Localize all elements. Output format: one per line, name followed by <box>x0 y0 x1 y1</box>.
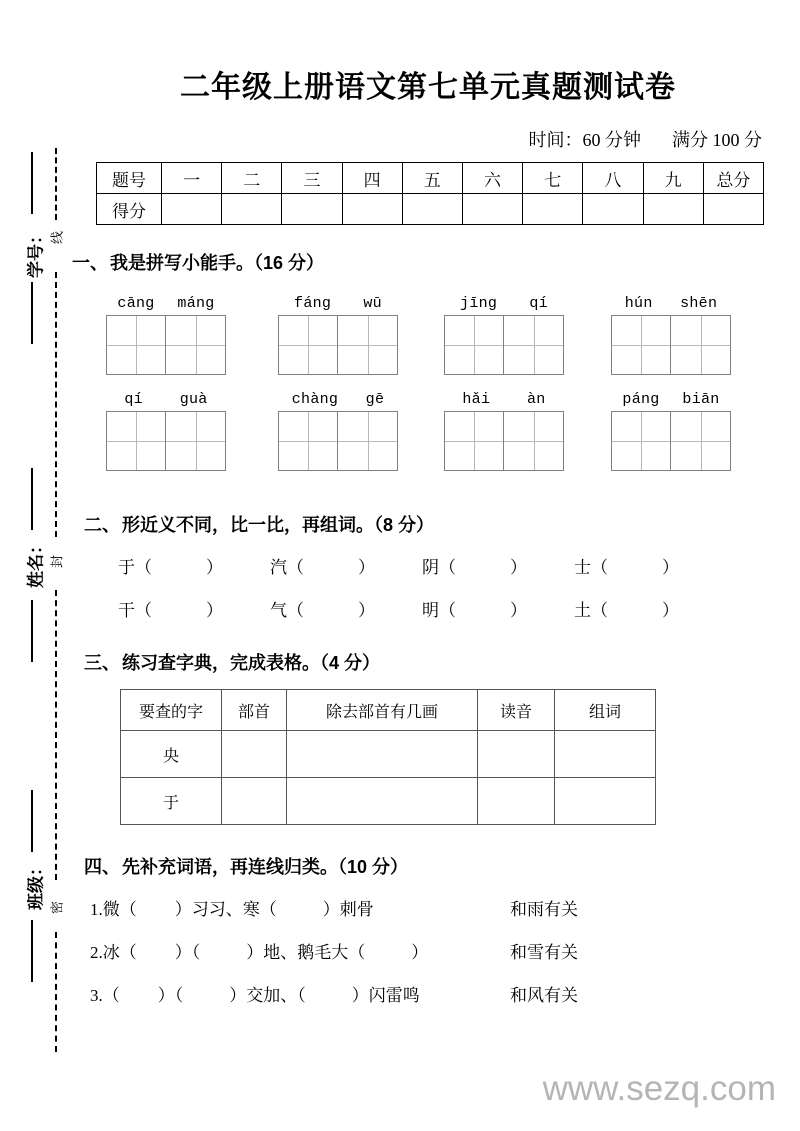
score-cell[interactable] <box>162 194 222 225</box>
phrase-part: ）交加、（ <box>229 986 306 1005</box>
tianzige-grid[interactable] <box>278 315 398 375</box>
paren-close: ） <box>358 558 375 577</box>
match-category[interactable]: 和雨有关 <box>510 900 578 919</box>
score-cell-total[interactable] <box>703 194 763 225</box>
paren-close: ） <box>358 601 375 620</box>
paren-close: ） <box>662 558 679 577</box>
compare-char: 明（ <box>422 601 456 620</box>
pinyin-line <box>106 389 226 411</box>
score-table-col-6: 六 <box>462 163 522 194</box>
item-number: 3. <box>90 986 103 1005</box>
tianzige-cell[interactable] <box>504 316 563 374</box>
pinyin-line <box>106 293 226 315</box>
dict-row-char: 于 <box>121 778 222 825</box>
compare-item[interactable] <box>574 553 726 578</box>
tianzige-cell[interactable] <box>338 316 397 374</box>
compare-char: 士（ <box>574 558 608 577</box>
word-block <box>278 293 398 375</box>
tianzige-grid[interactable] <box>106 411 226 471</box>
section-2-number: 二、 <box>84 515 120 535</box>
section-3-title: 练习查字典，完成表格。（4 分） <box>122 653 381 673</box>
match-phrase[interactable] <box>90 981 510 1006</box>
pinyin-line <box>278 293 398 315</box>
pinyin-syllable: wū <box>363 295 382 312</box>
table-row <box>97 194 764 225</box>
tianzige-cell[interactable] <box>166 316 225 374</box>
phrase-part: 微（ <box>102 900 137 919</box>
seal-char-feng: 封 <box>49 555 65 569</box>
page-title: 二年级上册语文第七单元真题测试卷 <box>180 71 676 104</box>
compare-char: 干（ <box>118 601 152 620</box>
tianzige-cell[interactable] <box>445 412 504 470</box>
section-4-title: 先补充词语，再连线归类。（10 分） <box>122 857 409 877</box>
column-header-word: 组词 <box>555 690 656 731</box>
score-table-col-4: 四 <box>342 163 402 194</box>
seal-dashed-line-segment <box>55 590 57 880</box>
tianzige-grid[interactable] <box>106 315 226 375</box>
table-header-row <box>121 690 656 731</box>
section-4-heading <box>84 853 784 879</box>
pinyin-grid-row-2 <box>72 389 784 481</box>
exam-duration: 时间：60 分钟 <box>528 130 641 150</box>
score-table-col-5: 五 <box>402 163 462 194</box>
match-item-1 <box>90 895 784 920</box>
tianzige-cell[interactable] <box>279 412 338 470</box>
score-table-row-label: 得分 <box>97 194 162 225</box>
seal-char-xian: 线 <box>49 231 65 245</box>
word-block <box>611 389 731 471</box>
pinyin-syllable: qí <box>124 391 143 408</box>
compare-char: 阴（ <box>422 558 456 577</box>
match-category[interactable]: 和雪有关 <box>510 943 578 962</box>
tianzige-cell[interactable] <box>671 316 730 374</box>
dict-answer-cell[interactable] <box>478 778 555 825</box>
score-table-col-8: 八 <box>583 163 643 194</box>
seal-dashed-line-segment <box>55 148 57 220</box>
seal-dashed-line-segment <box>55 932 57 1052</box>
score-table <box>96 162 764 225</box>
section-3-number: 三、 <box>84 653 120 673</box>
pinyin-syllable: fáng <box>294 295 332 312</box>
phrase-part: ）闪雷鸣 <box>351 986 420 1005</box>
class-label: 班级： <box>26 859 46 910</box>
sealed-line-margin <box>0 0 80 1131</box>
column-header-strokes: 除去部首有几画 <box>287 690 478 731</box>
site-watermark: www.sezq.com <box>542 1069 776 1108</box>
compare-item[interactable] <box>422 596 574 621</box>
tianzige-cell[interactable] <box>504 412 563 470</box>
section-2-heading <box>84 511 784 537</box>
student-name-write-rule[interactable] <box>31 468 33 530</box>
compare-char: 于（ <box>118 558 152 577</box>
seal-dashed-line-segment <box>55 272 57 537</box>
paren-close: ） <box>662 601 679 620</box>
dict-row-char: 央 <box>121 731 222 778</box>
class-write-rule[interactable] <box>31 790 33 852</box>
match-phrase[interactable] <box>90 938 510 963</box>
section-1-title: 我是拼写小能手。（16 分） <box>110 253 325 273</box>
tianzige-grid[interactable] <box>611 411 731 471</box>
section-1-heading <box>72 249 784 275</box>
paren-close: ） <box>510 601 527 620</box>
word-block <box>444 389 564 471</box>
tianzige-cell[interactable] <box>671 412 730 470</box>
score-table-col-1: 一 <box>162 163 222 194</box>
compare-item[interactable] <box>118 596 270 621</box>
score-table-row-label: 题号 <box>97 163 162 194</box>
compare-item[interactable] <box>574 596 726 621</box>
tianzige-grid[interactable] <box>278 411 398 471</box>
class-write-rule[interactable] <box>31 920 33 982</box>
dictionary-lookup-table <box>120 689 656 825</box>
student-name-label: 姓名： <box>26 537 46 588</box>
pinyin-syllable: àn <box>527 391 546 408</box>
compare-row-1 <box>118 553 784 578</box>
pinyin-syllable: páng <box>622 391 660 408</box>
dict-answer-cell[interactable] <box>222 778 287 825</box>
phrase-part: ）地、鹅毛大（ <box>246 943 366 962</box>
student-id-write-rule[interactable] <box>31 152 33 214</box>
phrase-part: ）习习、寒（ <box>174 900 277 919</box>
match-item-3 <box>90 981 784 1006</box>
column-header-reading: 读音 <box>478 690 555 731</box>
student-id-label: 学号： <box>26 227 46 278</box>
pinyin-syllable: shēn <box>680 295 718 312</box>
match-item-2 <box>90 938 784 963</box>
compare-char: 气（ <box>270 601 304 620</box>
pinyin-syllable: hǎi <box>462 391 491 408</box>
table-row <box>97 163 764 194</box>
pinyin-line <box>444 293 564 315</box>
pinyin-line <box>611 389 731 411</box>
dict-answer-cell[interactable] <box>555 731 656 778</box>
word-block <box>444 293 564 375</box>
column-header-char: 要查的字 <box>121 690 222 731</box>
tianzige-cell[interactable] <box>338 412 397 470</box>
pinyin-syllable: gē <box>365 391 385 408</box>
score-cell[interactable] <box>342 194 402 225</box>
tianzige-cell[interactable] <box>166 412 225 470</box>
exam-content <box>72 0 784 1006</box>
compare-row-2 <box>118 596 784 621</box>
score-cell[interactable] <box>402 194 462 225</box>
score-cell[interactable] <box>462 194 522 225</box>
tianzige-cell[interactable] <box>445 316 504 374</box>
tianzige-cell[interactable] <box>612 412 671 470</box>
pinyin-syllable: máng <box>177 295 215 312</box>
paren-close: ） <box>206 601 223 620</box>
tianzige-cell[interactable] <box>279 316 338 374</box>
pinyin-grid-row-1 <box>72 293 784 385</box>
pinyin-line <box>444 389 564 411</box>
dict-answer-cell[interactable] <box>555 778 656 825</box>
score-cell[interactable] <box>643 194 703 225</box>
pinyin-syllable: guà <box>179 391 208 408</box>
pinyin-syllable: cāng <box>117 295 155 312</box>
student-id-write-rule[interactable] <box>31 282 33 344</box>
score-cell[interactable] <box>282 194 342 225</box>
item-number: 1. <box>90 900 103 919</box>
pinyin-syllable: chàng <box>291 391 339 408</box>
section-3-heading <box>84 649 784 675</box>
phrase-part: ）（ <box>157 986 184 1005</box>
word-block <box>278 389 398 471</box>
pinyin-syllable: hún <box>624 295 653 312</box>
pinyin-line <box>611 293 731 315</box>
tianzige-cell[interactable] <box>107 316 166 374</box>
compare-item[interactable] <box>270 596 422 621</box>
dict-answer-cell[interactable] <box>287 778 478 825</box>
phrase-part: ）刺骨 <box>322 900 374 919</box>
phrase-part: 冰（ <box>102 943 137 962</box>
item-number: 2. <box>90 943 103 962</box>
table-row <box>121 731 656 778</box>
compare-item[interactable] <box>422 553 574 578</box>
word-block <box>106 293 226 375</box>
pinyin-syllable: jīng <box>460 295 498 312</box>
score-table-col-2: 二 <box>222 163 282 194</box>
tianzige-cell[interactable] <box>612 316 671 374</box>
section-1-number: 一、 <box>72 253 108 273</box>
table-row <box>121 778 656 825</box>
dict-answer-cell[interactable] <box>478 731 555 778</box>
phrase-part: ）（ <box>174 943 201 962</box>
exam-total-score: 满分 100 分 <box>672 130 762 150</box>
dict-answer-cell[interactable] <box>222 731 287 778</box>
paren-close: ） <box>206 558 223 577</box>
match-phrase[interactable] <box>90 895 510 920</box>
tianzige-grid[interactable] <box>444 315 564 375</box>
compare-item[interactable] <box>270 553 422 578</box>
score-table-col-7: 七 <box>523 163 583 194</box>
exam-meta <box>72 126 784 152</box>
tianzige-grid[interactable] <box>611 315 731 375</box>
seal-char-mi: 密 <box>49 901 65 915</box>
pinyin-syllable: biān <box>682 391 720 408</box>
score-table-col-3: 三 <box>282 163 342 194</box>
column-header-radical: 部首 <box>222 690 287 731</box>
phrase-part: ） <box>411 943 429 962</box>
tianzige-cell[interactable] <box>107 412 166 470</box>
compare-char: 汽（ <box>270 558 304 577</box>
paren-close: ） <box>510 558 527 577</box>
compare-item[interactable] <box>118 553 270 578</box>
match-category[interactable]: 和风有关 <box>510 986 578 1005</box>
score-cell[interactable] <box>523 194 583 225</box>
score-table-col-9: 九 <box>643 163 703 194</box>
section-2-title: 形近义不同，比一比，再组词。（8 分） <box>122 515 435 535</box>
tianzige-grid[interactable] <box>444 411 564 471</box>
word-block <box>611 293 731 375</box>
compare-char: 土（ <box>574 601 608 620</box>
score-cell[interactable] <box>583 194 643 225</box>
pinyin-line <box>278 389 398 411</box>
score-table-col-total: 总分 <box>703 163 763 194</box>
word-block <box>106 389 226 471</box>
score-cell[interactable] <box>222 194 282 225</box>
student-name-write-rule[interactable] <box>31 600 33 662</box>
dict-answer-cell[interactable] <box>287 731 478 778</box>
phrase-part: （ <box>102 986 120 1005</box>
section-4-number: 四、 <box>84 857 120 877</box>
pinyin-syllable: qí <box>529 295 548 312</box>
